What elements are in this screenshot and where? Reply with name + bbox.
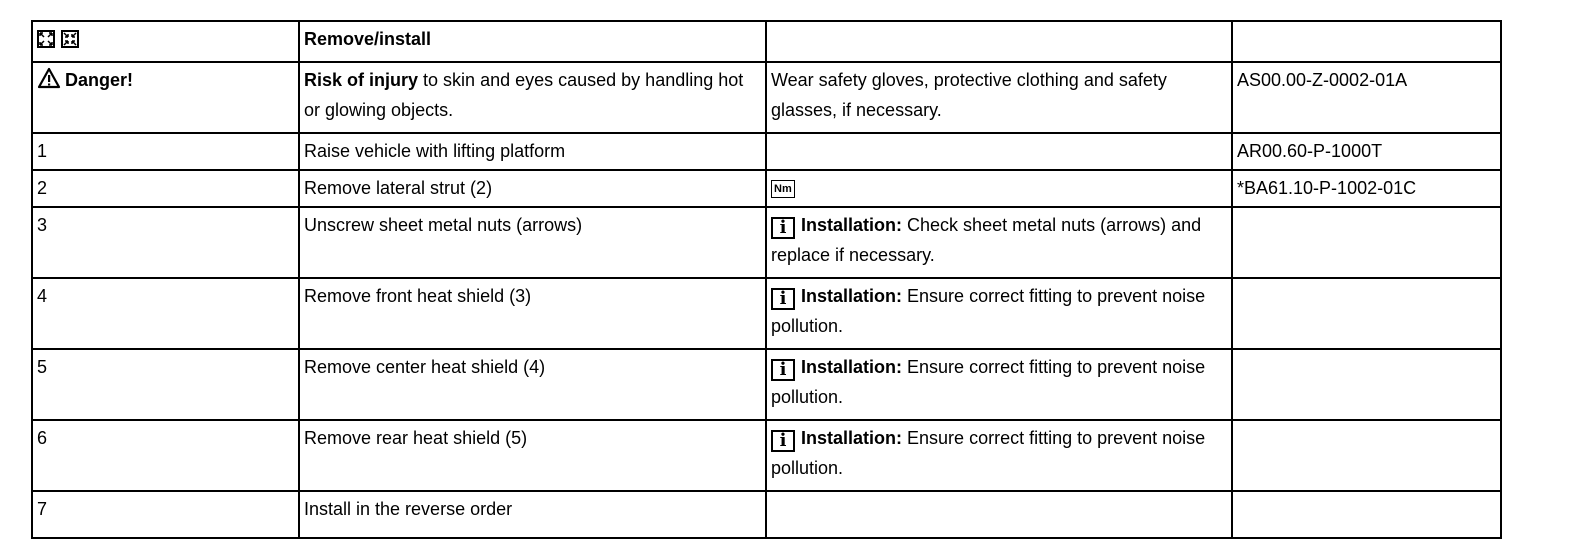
procedure-table: [31, 20, 1502, 539]
danger-reference[interactable]: AS00.00-Z-0002-01A: [1232, 62, 1501, 133]
step-reference[interactable]: *BA61.10-P-1002-01C: [1232, 170, 1501, 207]
installation-note: Ensure correct fitting to prevent noise pollution.: [771, 428, 1206, 478]
step-note: [766, 170, 1232, 207]
step-note: [766, 133, 1232, 170]
installation-note: Ensure correct fitting to prevent noise pollution.: [771, 286, 1206, 336]
info-icon: i: [771, 288, 795, 310]
table-row: [32, 133, 1501, 170]
step-text: Unscrew sheet metal nuts (arrows): [299, 207, 766, 278]
risk-bold: Risk of injury: [304, 70, 419, 90]
danger-cell: [32, 62, 299, 133]
danger-label: Danger!: [65, 70, 134, 90]
step-note: [766, 207, 1232, 278]
warning-triangle-icon: [37, 67, 61, 89]
collapse-arrows-icon[interactable]: [61, 30, 79, 48]
installation-note: Ensure correct fitting to prevent noise pollution.: [771, 357, 1206, 407]
step-note: [766, 278, 1232, 349]
header-empty-3: [766, 21, 1232, 62]
table-row: [32, 170, 1501, 207]
step-number: 1: [32, 133, 299, 170]
step-number: 3: [32, 207, 299, 278]
danger-measure: Wear safety gloves, protective clothing and safety glasses, if necessary.: [766, 62, 1232, 133]
step-number: 4: [32, 278, 299, 349]
danger-risk-cell: [299, 62, 766, 133]
header-row: [32, 21, 1501, 62]
table-row: [32, 278, 1501, 349]
installation-label: Installation:: [801, 428, 903, 448]
installation-label: Installation:: [801, 215, 903, 235]
header-title: Remove/install: [299, 21, 766, 62]
risk-text: to skin and eyes caused by handling hot or glowing objects.: [304, 70, 744, 120]
step-note: [766, 420, 1232, 491]
table-row: [32, 207, 1501, 278]
installation-label: Installation:: [801, 286, 903, 306]
step-number: 2: [32, 170, 299, 207]
step-reference[interactable]: AR00.60-P-1000T: [1232, 133, 1501, 170]
danger-row: [32, 62, 1501, 133]
step-reference: [1232, 207, 1501, 278]
step-text: Remove rear heat shield (5): [299, 420, 766, 491]
header-empty-4: [1232, 21, 1501, 62]
info-icon: i: [771, 359, 795, 381]
step-reference: [1232, 491, 1501, 538]
step-text: Raise vehicle with lifting platform: [299, 133, 766, 170]
table-row: [32, 420, 1501, 491]
info-icon: i: [771, 217, 795, 239]
step-text: Remove front heat shield (3): [299, 278, 766, 349]
table-row: [32, 491, 1501, 538]
installation-label: Installation:: [801, 357, 903, 377]
step-reference: [1232, 420, 1501, 491]
step-note: [766, 349, 1232, 420]
expand-arrows-icon[interactable]: [37, 30, 55, 48]
torque-nm-icon[interactable]: Nm: [771, 180, 795, 198]
header-icons-cell: [32, 21, 299, 62]
step-text: Remove center heat shield (4): [299, 349, 766, 420]
step-note: [766, 491, 1232, 538]
table-row: [32, 349, 1501, 420]
step-text: Remove lateral strut (2): [299, 170, 766, 207]
step-text: Install in the reverse order: [299, 491, 766, 538]
step-reference: [1232, 349, 1501, 420]
step-number: 7: [32, 491, 299, 538]
installation-note: Check sheet metal nuts (arrows) and replace if necessary.: [771, 215, 1202, 265]
step-number: 6: [32, 420, 299, 491]
step-reference: [1232, 278, 1501, 349]
info-icon: i: [771, 430, 795, 452]
step-number: 5: [32, 349, 299, 420]
